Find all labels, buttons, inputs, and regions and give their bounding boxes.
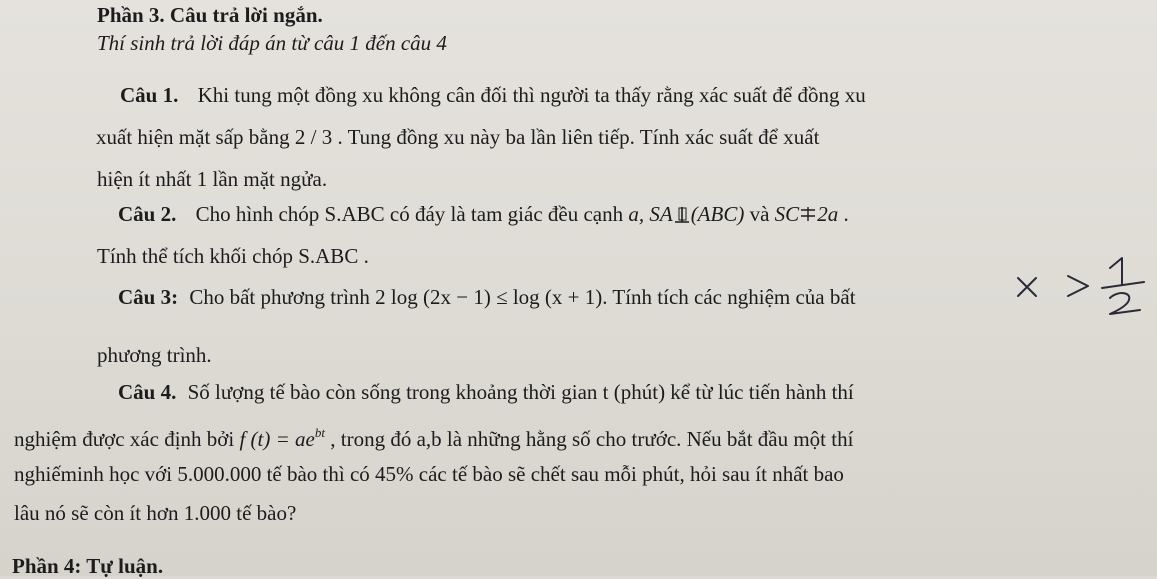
question-2-math-a-sa: a, SA: [628, 202, 673, 226]
question-4-text-1: Số lượng tế bào còn sống trong khoảng thời gian t (phút) kể từ lúc tiến hành thí: [187, 380, 854, 404]
question-3-inequality: 2 log (2x − 1) ≤ log (x + 1): [375, 285, 603, 309]
question-4-line-1: [118, 379, 854, 405]
question-4-function: f (t) = ae: [239, 427, 315, 451]
question-2-line-1: [118, 201, 849, 227]
question-2-text-end: .: [838, 202, 849, 226]
question-3-label: Câu 3:: [118, 285, 179, 309]
question-3-text-2: . Tính tích các nghiệm của bất: [602, 285, 856, 309]
question-1-line-2: xuất hiện mặt sấp bằng 2 / 3 . Tung đồng xu này ba lần liên tiếp. Tính xác suất để xuất: [96, 125, 820, 149]
question-2-text-and: và: [744, 202, 775, 226]
question-1-line-1: [120, 82, 866, 108]
question-1-label: Câu 1.: [120, 83, 179, 107]
question-4-line-3: nghiếminh học với 5.000.000 tế bào thì có 45% các tế bào sẽ chết sau mỗi phút, hỏi sau ít nhất bao: [14, 462, 844, 486]
question-4-label: Câu 4.: [118, 380, 177, 404]
section-instruction: Thí sinh trả lời đáp án từ câu 1 đến câu 4: [97, 31, 447, 55]
perpendicular-mark-icon: [673, 204, 691, 224]
question-2-math-sc: SC: [774, 202, 800, 226]
question-2-label: Câu 2.: [118, 202, 177, 226]
question-3-text-1: Cho bất phương trình: [189, 285, 376, 309]
question-4-line-4: lâu nó sẽ còn ít hơn 1.000 tế bào?: [14, 501, 297, 525]
question-4-exponent: bt: [314, 425, 325, 440]
question-2-text-1: Cho hình chóp S.ABC có đáy là tam giác đều cạnh: [195, 202, 629, 226]
question-1-line-3: hiện ít nhất 1 lần mặt ngửa.: [97, 167, 328, 191]
next-section-title: Phần 4: Tự luận.: [12, 554, 164, 578]
handwritten-note-icon: [1010, 250, 1150, 320]
question-4-text-3: , trong đó a,b là những hằng số cho trước. Nếu bắt đầu một thí: [325, 427, 854, 451]
question-1-text-1: Khi tung một đồng xu không cân đối thì người ta thấy rằng xác suất để đồng xu: [197, 83, 866, 107]
question-2-math-abc: (ABC): [690, 202, 745, 226]
equal-mark-icon: [799, 204, 817, 224]
question-3-line-1: [118, 284, 856, 310]
question-4-text-2: nghiệm được xác định bởi: [14, 427, 240, 451]
question-3-line-2: phương trình.: [97, 343, 212, 367]
section-title: Phần 3. Câu trả lời ngắn.: [97, 3, 323, 27]
question-2-line-2: Tính thể tích khối chóp S.ABC .: [97, 244, 369, 268]
question-2-math-2a: 2a: [817, 202, 839, 226]
question-4-line-2: [14, 420, 853, 452]
